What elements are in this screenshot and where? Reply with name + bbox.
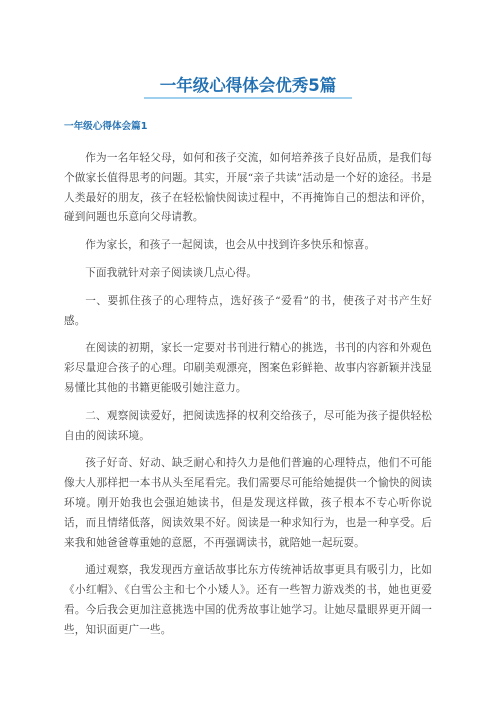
paragraph-6: 二、观察阅读爱好，把阅读选择的权利交给孩子，尽可能为孩子提供轻松自由的阅读环境。 <box>64 409 432 442</box>
paragraph-4: 一、要抓住孩子的心理特点，选好孩子“爱看”的书，使孩子对书产生好感。 <box>64 294 432 327</box>
paragraph-5: 在阅读的初期，家长一定要对书刊进行精心的挑选，书刊的内容和外观色彩尽量迎合孩子的心理。印刷美观漂亮，图案色彩鲜艳、故事内容新颖并浅显易懂比其他的书籍更能吸引她注意力。 <box>64 342 432 394</box>
document-title: 一年级心得体会优秀5篇 <box>159 76 337 95</box>
paragraph-2: 作为家长，和孩子一起阅读，也会从中找到许多快乐和惊喜。 <box>85 239 376 252</box>
paragraph-3: 下面我就针对亲子阅读谈几点心得。 <box>85 266 258 279</box>
section-heading: 一年级心得体会篇1 <box>64 121 148 132</box>
paragraph-7: 孩子好奇、好动、缺乏耐心和持久力是他们普遍的心理特点，他们不可能像大人那样把一本书从头至尾看完。我们需要尽可能给她提供一个愉快的阅读环境。刚开始我也会强迫她读书，但是发现这样做，孩子根本不专心听你说话，而且情绪低落，阅读效果不好。阅读是一种求知行为，也是一种享受。后来我和她爸爸尊重她的意愿，不再强调读书，就陪她一起玩耍。 <box>64 457 432 549</box>
paragraph-1: 作为一名年轻父母，如何和孩子交流，如何培养孩子良好品质，是我们每个做家长值得思考的问题。其实，开展“亲子共读”活动是一个好的途径。书是人类最好的朋友，孩子在轻松愉快阅读过程中，不再掩饰自己的想法和评价，碰到问题也乐意向父母请教。 <box>64 152 432 224</box>
paragraph-8: 通过观察，我发现西方童话故事比东方传统神话故事更具有吸引力，比如《小红帽》、《白雪公主和七个小矮人》。还有一些智力游戏类的书，她也更爱看。今后我会更加注意挑选中国的优秀故事让她学习。让她尽量眼界更开阔一些，知识面更广一些。 <box>64 564 432 636</box>
body-text <box>64 149 432 649</box>
title-underline-divider <box>144 97 352 99</box>
